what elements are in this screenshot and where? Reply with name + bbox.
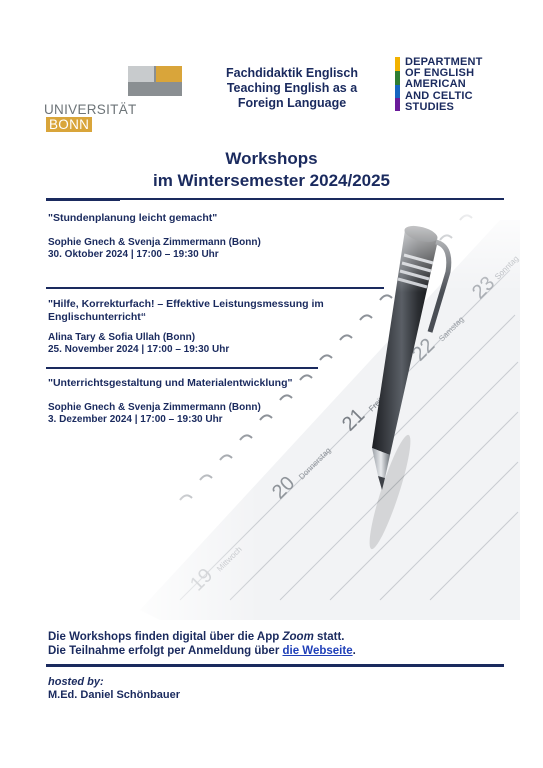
title-line-2: im Wintersemester 2024/2025 <box>152 171 391 190</box>
dept-line-2: OF ENGLISH <box>405 67 475 80</box>
dept-stripe-purple <box>395 98 400 111</box>
dept-stripe-green <box>395 71 400 85</box>
logo-light-square <box>128 66 154 82</box>
workshop-1-presenters: Sophie Gnech & Svenja Zimmermann (Bonn) <box>48 237 261 248</box>
header-line-2: Teaching English as a <box>226 81 358 95</box>
workshop-1-date: 30. Oktober 2024 | 17:00 – 19:30 Uhr <box>48 249 219 260</box>
uni-logo-text <box>44 102 184 132</box>
workshop-2-title-line-1: "Hilfe, Korrekturfach! – Effektive Leistungsmessung im <box>48 298 324 310</box>
page-title <box>0 148 543 192</box>
dept-stripe-blue <box>395 85 400 98</box>
footer-divider <box>46 664 504 667</box>
hosted-name: M.Ed. Daniel Schönbauer <box>48 689 181 701</box>
footer-info <box>48 630 356 658</box>
logo-gold-square <box>156 66 182 82</box>
header-subject <box>212 66 372 111</box>
workshop-3-presenters: Sophie Gnech & Svenja Zimmermann (Bonn) <box>48 402 261 413</box>
header-line-3: Foreign Language <box>237 96 347 110</box>
dept-stripe-yellow <box>395 57 400 71</box>
website-link[interactable]: die Webseite <box>282 645 353 657</box>
title-line-1: Workshops <box>225 149 318 168</box>
uni-logo-text-right: BONN <box>46 117 92 132</box>
footer-line-1 <box>48 630 356 644</box>
footer-app-name: Zoom <box>282 631 314 643</box>
department-logo <box>395 57 505 111</box>
university-bonn-logo <box>44 66 184 132</box>
workshop-2-presenters: Alina Tary & Sofia Ullah (Bonn) <box>48 332 196 343</box>
dept-line-5: STUDIES <box>405 100 455 113</box>
dept-line-3: AMERICAN <box>405 78 466 91</box>
workshop-3-title: "Unterrichtsgestaltung und Materialentwicklung" <box>48 377 293 389</box>
footer-line-2-prefix: Die Teilnahme erfolgt per Anmeldung über <box>48 645 283 657</box>
dept-logo-text <box>405 57 483 113</box>
workshop-2-divider <box>46 367 318 369</box>
workshop-2-title-line-2: Englischunterricht“ <box>48 311 147 323</box>
footer-line-2 <box>48 644 356 658</box>
uni-logo-text-left: UNIVERSITÄT <box>44 102 137 117</box>
footer-line-1-suffix: statt. <box>313 631 345 643</box>
footer-line-2-suffix: . <box>352 645 356 657</box>
hosted-label: hosted by: <box>48 676 104 688</box>
workshop-3-date: 3. Dezember 2024 | 17:00 – 19:30 Uhr <box>48 414 223 425</box>
header-line-1: Fachdidaktik Englisch <box>226 66 358 80</box>
workshop-1-title: "Stundenplanung leicht gemacht" <box>48 212 218 224</box>
dept-line-1: DEPARTMENT <box>405 56 483 68</box>
dept-line-4: AND CELTIC <box>405 89 473 102</box>
workshop-1-divider <box>46 287 384 289</box>
hosted-by <box>48 676 180 702</box>
workshop-2-date: 25. November 2024 | 17:00 – 19:30 Uhr <box>48 344 230 355</box>
footer-line-1-prefix: Die Workshops finden digital über die App <box>48 631 283 643</box>
